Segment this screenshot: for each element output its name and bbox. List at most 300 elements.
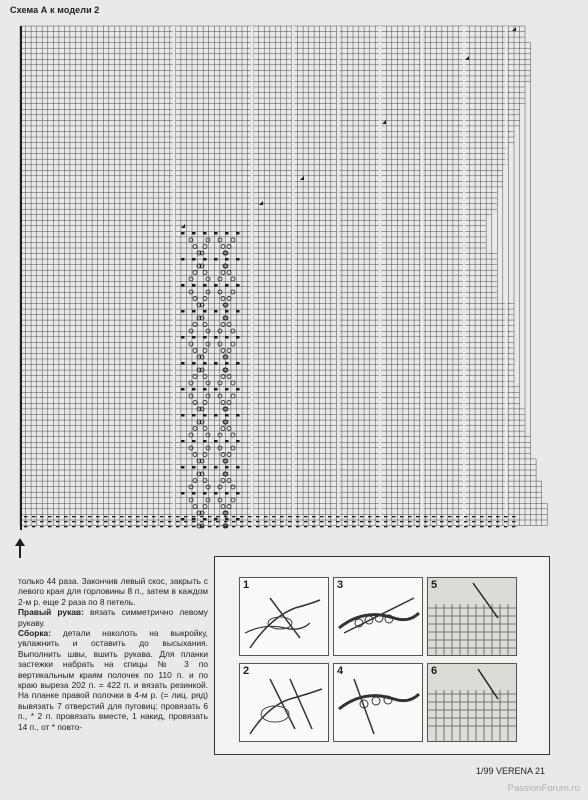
decrease-marker: [465, 56, 469, 60]
decrease-marker: [259, 201, 263, 205]
yarn-over-symbol: [227, 375, 231, 379]
yarn-over-symbol: [227, 427, 231, 431]
watermark: PassionForum.ru: [507, 783, 580, 794]
rib-symbol: [64, 526, 68, 527]
heading-right-sleeve: Правый рукав:: [18, 607, 84, 618]
rib-symbol: [216, 521, 220, 522]
stitch-symbol: [225, 492, 229, 495]
stitch-symbol: [181, 440, 185, 443]
rib-symbol: [176, 526, 180, 527]
rib-symbol: [88, 516, 92, 517]
stitch-symbol: [236, 466, 240, 469]
stitch-symbol: [214, 388, 218, 391]
stitch-symbol: [181, 310, 185, 313]
rib-symbol: [392, 526, 396, 527]
rib-symbol: [184, 521, 188, 522]
rib-symbol: [152, 521, 156, 522]
yarn-over-symbol: [189, 394, 193, 398]
rib-symbol: [232, 516, 236, 517]
stitch-symbol: [192, 284, 196, 287]
rib-symbol: [248, 526, 252, 527]
stitch-symbol: [236, 440, 240, 443]
rib-symbol: [392, 521, 396, 522]
rib-symbol: [32, 526, 36, 527]
rib-symbol: [224, 526, 228, 527]
rib-symbol: [424, 521, 428, 522]
rib-symbol: [368, 516, 372, 517]
rib-symbol: [408, 516, 412, 517]
paragraph-right-sleeve: Правый рукав: вязать симметрично левому рукаву.: [18, 607, 208, 628]
rib-symbol: [352, 521, 356, 522]
rib-symbol: [440, 526, 444, 527]
stitch-symbol: [214, 414, 218, 417]
rib-symbol: [488, 526, 492, 527]
stitch-symbol: [225, 414, 229, 417]
figure-step-6: [427, 663, 517, 742]
rib-symbol: [152, 516, 156, 517]
rib-symbol: [456, 516, 460, 517]
chart-left-edge: [20, 26, 22, 530]
rib-symbol: [104, 526, 108, 527]
stitch-symbol: [181, 414, 185, 417]
decrease-marker: [382, 120, 386, 124]
yarn-over-symbol: [206, 498, 210, 502]
fabric-illustration: [428, 664, 516, 741]
up-arrow-icon: [14, 538, 26, 558]
stitch-symbol: [192, 440, 196, 443]
rib-symbol: [136, 526, 140, 527]
yarn-over-symbol: [189, 381, 193, 385]
rib-symbol: [264, 526, 268, 527]
stitch-symbol: [214, 492, 218, 495]
stitch-symbol: [181, 518, 185, 521]
stitch-symbol: [225, 232, 229, 235]
stitch-symbol: [203, 492, 207, 495]
segment-gap: [379, 26, 381, 530]
chart-grid: [20, 26, 547, 526]
rib-symbol: [320, 521, 324, 522]
stitch-symbol: [192, 518, 196, 521]
stitch-symbol: [236, 388, 240, 391]
rib-symbol: [160, 516, 164, 517]
rib-symbol: [304, 526, 308, 527]
yarn-over-symbol: [227, 401, 231, 405]
rib-symbol: [512, 516, 516, 517]
yarn-over-symbol: [193, 349, 197, 353]
yarn-over-symbol: [203, 505, 207, 509]
yarn-over-symbol: [231, 485, 235, 489]
yarn-over-symbol: [221, 401, 225, 405]
stitch-symbol: [192, 258, 196, 261]
stitch-symbol: [181, 258, 185, 261]
rib-symbol: [448, 526, 452, 527]
rib-symbol: [296, 516, 300, 517]
yarn-over-symbol: [206, 485, 210, 489]
rib-symbol: [144, 526, 148, 527]
yarn-over-symbol: [189, 277, 193, 281]
yarn-over-symbol: [206, 329, 210, 333]
stitch-symbol: [192, 466, 196, 469]
stitch-symbol: [203, 336, 207, 339]
stitch-symbol: [181, 284, 185, 287]
rib-symbol: [304, 521, 308, 522]
rib-symbol: [376, 521, 380, 522]
stitches-illustration: [334, 664, 422, 741]
rib-symbol: [80, 516, 84, 517]
rib-symbol: [80, 521, 84, 522]
rib-symbol: [456, 526, 460, 527]
rib-symbol: [240, 521, 244, 522]
rib-symbol: [112, 526, 116, 527]
rib-symbol: [40, 516, 44, 517]
rib-symbol: [408, 526, 412, 527]
yarn-over-symbol: [189, 329, 193, 333]
rib-symbol: [496, 521, 500, 522]
stitch-symbol: [203, 258, 207, 261]
stitch-symbol: [225, 466, 229, 469]
yarn-over-symbol: [221, 505, 225, 509]
rib-symbol: [184, 516, 188, 517]
stitch-symbol: [214, 336, 218, 339]
fabric-illustration: [428, 578, 516, 655]
figure-step-2: [239, 663, 329, 742]
figure-number: 5: [431, 579, 438, 591]
rib-symbol: [280, 526, 284, 527]
stitch-symbol: [225, 362, 229, 365]
stitch-symbol: [214, 258, 218, 261]
rib-symbol: [400, 521, 404, 522]
rib-symbol: [376, 526, 380, 527]
rib-symbol: [192, 516, 196, 517]
rib-symbol: [432, 526, 436, 527]
rib-symbol: [432, 516, 436, 517]
rib-symbol: [272, 521, 276, 522]
stitch-symbol: [192, 232, 196, 235]
heading-assembly: Сборка:: [18, 628, 51, 639]
rib-symbol: [96, 516, 100, 517]
rib-symbol: [480, 521, 484, 522]
rib-symbol: [344, 521, 348, 522]
rib-symbol: [24, 526, 28, 527]
yarn-over-symbol: [231, 394, 235, 398]
yarn-over-symbol: [231, 433, 235, 437]
rib-symbol: [256, 516, 260, 517]
stitch-symbol: [203, 310, 207, 313]
rib-symbol: [328, 516, 332, 517]
rib-symbol: [488, 521, 492, 522]
rib-symbol: [384, 526, 388, 527]
stitch-symbol: [214, 518, 218, 521]
rib-symbol: [32, 521, 36, 522]
rib-symbol: [104, 516, 108, 517]
yarn-over-symbol: [227, 479, 231, 483]
rib-symbol: [24, 521, 28, 522]
rib-symbol: [176, 516, 180, 517]
rib-symbol: [504, 521, 508, 522]
rib-symbol: [200, 516, 204, 517]
rib-symbol: [296, 521, 300, 522]
rib-symbol: [48, 526, 52, 527]
yarn-over-symbol: [227, 505, 231, 509]
rib-symbol: [280, 521, 284, 522]
rib-symbol: [96, 526, 100, 527]
figure-number: 4: [337, 665, 344, 677]
rib-symbol: [288, 516, 292, 517]
rib-symbol: [344, 516, 348, 517]
rib-symbol: [336, 516, 340, 517]
rib-symbol: [512, 526, 516, 527]
yarn-over-symbol: [221, 349, 225, 353]
rib-symbol: [72, 516, 76, 517]
stitch-symbol: [203, 388, 207, 391]
stitch-symbol: [181, 492, 185, 495]
yarn-over-symbol: [221, 271, 225, 275]
stitch-symbol: [236, 258, 240, 261]
rib-symbol: [320, 526, 324, 527]
rib-symbol: [488, 516, 492, 517]
rib-symbol: [224, 516, 228, 517]
page-footer: 1/99 VERENA 21: [476, 766, 546, 776]
yarn-over-symbol: [221, 427, 225, 431]
rib-symbol: [336, 526, 340, 527]
yarn-over-symbol: [206, 381, 210, 385]
yarn-over-symbol: [221, 479, 225, 483]
rib-symbol: [56, 526, 60, 527]
rib-symbol: [440, 521, 444, 522]
rib-symbol: [360, 516, 364, 517]
yarn-over-symbol: [193, 297, 197, 301]
rib-symbol: [64, 521, 68, 522]
rib-symbol: [424, 526, 428, 527]
yarn-over-symbol: [193, 401, 197, 405]
rib-symbol: [496, 516, 500, 517]
rib-symbol: [240, 526, 244, 527]
rib-symbol: [400, 516, 404, 517]
rib-symbol: [248, 521, 252, 522]
rib-symbol: [136, 516, 140, 517]
rib-symbol: [368, 521, 372, 522]
rib-symbol: [120, 516, 124, 517]
rib-symbol: [472, 521, 476, 522]
yarn-over-symbol: [203, 375, 207, 379]
segment-gap: [251, 26, 253, 530]
stitch-symbol: [203, 284, 207, 287]
rib-symbol: [240, 516, 244, 517]
stitches-illustration: [334, 578, 422, 655]
rib-symbol: [192, 526, 196, 527]
rib-symbol: [320, 516, 324, 517]
rib-symbol: [480, 526, 484, 527]
yarn-over-symbol: [189, 433, 193, 437]
stitch-symbol: [192, 336, 196, 339]
stitch-symbol: [225, 388, 229, 391]
stitch-symbol: [203, 518, 207, 521]
rib-symbol: [328, 521, 332, 522]
rib-symbol: [192, 521, 196, 522]
rib-symbol: [96, 521, 100, 522]
stitch-symbol: [236, 232, 240, 235]
rib-symbol: [64, 516, 68, 517]
rib-symbol: [296, 526, 300, 527]
stitch-symbol: [192, 362, 196, 365]
rib-symbol: [224, 521, 228, 522]
figure-number: 3: [337, 579, 344, 591]
paragraph-neckline: только 44 раза. Закончив левый скос, закрыть с левого края для горловины 8 п., затем в каждом 2-м р. еще 2 раза по 8 петель.: [18, 576, 208, 607]
rib-symbol: [128, 521, 132, 522]
rib-symbol: [272, 516, 276, 517]
stitch-symbol: [236, 518, 240, 521]
rib-symbol: [264, 521, 268, 522]
rib-symbol: [40, 526, 44, 527]
rib-symbol: [208, 526, 212, 527]
stitch-symbol: [236, 284, 240, 287]
rib-symbol: [256, 526, 260, 527]
rib-symbol: [288, 521, 292, 522]
stitch-symbol: [203, 362, 207, 365]
rib-symbol: [120, 521, 124, 522]
rib-symbol: [416, 516, 420, 517]
rib-symbol: [48, 516, 52, 517]
rib-symbol: [216, 516, 220, 517]
paragraph-assembly: Сборка: детали наколоть на выкройку, увлажнить и оставить до высыхания. Выполнить швы, вшить рукава. Для планки застежки набрать на спицы № 3 по вертикальным краям полочек по 110 п. и по краю выреза 202 п. = 422 п. и вязать резинкой. На планке правой полочки в 4-м р. (= лиц. ряд) вывязать 7 отверстий для пуговиц: провязать 6 п., * 2 п. провязать вместе, 1 накид, провязать 14 п., от * повто-: [18, 628, 208, 732]
decrease-marker: [300, 176, 304, 180]
rib-symbol: [80, 526, 84, 527]
yarn-over-symbol: [231, 290, 235, 294]
segment-gap: [463, 26, 465, 530]
rib-symbol: [48, 521, 52, 522]
yarn-over-symbol: [231, 381, 235, 385]
segment-gap: [421, 26, 423, 530]
rib-symbol: [384, 521, 388, 522]
rib-symbol: [72, 526, 76, 527]
yarn-over-symbol: [206, 342, 210, 346]
instructions-text: [18, 576, 208, 732]
figure-number: 1: [243, 579, 250, 591]
rib-symbol: [128, 526, 132, 527]
stitch-symbol: [236, 414, 240, 417]
rib-symbol: [168, 516, 172, 517]
stitch-symbol: [181, 232, 185, 235]
rib-symbol: [288, 526, 292, 527]
rib-symbol: [376, 516, 380, 517]
yarn-over-symbol: [227, 349, 231, 353]
yarn-over-symbol: [189, 238, 193, 242]
yarn-over-symbol: [189, 342, 193, 346]
rib-symbol: [160, 526, 164, 527]
rib-symbol: [112, 521, 116, 522]
yarn-over-symbol: [193, 479, 197, 483]
rib-symbol: [24, 516, 28, 517]
rib-symbol: [464, 526, 468, 527]
stitch-symbol: [225, 258, 229, 261]
rib-symbol: [360, 526, 364, 527]
yarn-over-symbol: [189, 485, 193, 489]
figure-number: 2: [243, 665, 250, 677]
rib-symbol: [136, 521, 140, 522]
yarn-over-symbol: [231, 342, 235, 346]
stitch-symbol: [214, 466, 218, 469]
segment-gap: [337, 26, 339, 530]
stitch-symbol: [181, 362, 185, 365]
rib-symbol: [168, 526, 172, 527]
yarn-over-symbol: [193, 375, 197, 379]
rib-symbol: [232, 521, 236, 522]
rib-symbol: [504, 526, 508, 527]
rib-symbol: [112, 516, 116, 517]
rib-symbol: [456, 521, 460, 522]
figure-step-4: [333, 663, 423, 742]
stitch-symbol: [181, 388, 185, 391]
rib-symbol: [312, 521, 316, 522]
rib-symbol: [208, 516, 212, 517]
stitch-symbol: [192, 492, 196, 495]
rib-symbol: [144, 516, 148, 517]
figure-step-1: [239, 577, 329, 656]
rib-symbol: [384, 516, 388, 517]
stitch-symbol: [203, 440, 207, 443]
stitch-symbol: [236, 310, 240, 313]
hand-knitting-illustration: [240, 664, 328, 741]
stitch-symbol: [192, 388, 196, 391]
rib-symbol: [88, 526, 92, 527]
rib-symbol: [208, 521, 212, 522]
yarn-over-symbol: [203, 427, 207, 431]
rib-symbol: [272, 526, 276, 527]
rib-symbol: [472, 526, 476, 527]
yarn-over-symbol: [203, 349, 207, 353]
rib-symbol: [304, 516, 308, 517]
stitch-symbol: [203, 414, 207, 417]
rib-symbol: [504, 516, 508, 517]
rib-symbol: [168, 521, 172, 522]
rib-symbol: [360, 521, 364, 522]
yarn-over-symbol: [203, 401, 207, 405]
yarn-over-symbol: [231, 329, 235, 333]
stitch-symbol: [214, 362, 218, 365]
rib-symbol: [40, 521, 44, 522]
instruction-figures: [214, 556, 550, 755]
stitch-symbol: [181, 466, 185, 469]
yarn-over-symbol: [203, 479, 207, 483]
stitch-symbol: [225, 284, 229, 287]
yarn-over-symbol: [193, 505, 197, 509]
stitch-symbol: [214, 284, 218, 287]
yarn-over-symbol: [206, 433, 210, 437]
stitch-symbol: [214, 232, 218, 235]
segment-gap: [505, 26, 507, 530]
rib-symbol: [368, 526, 372, 527]
rib-symbol: [512, 521, 516, 522]
segment-gap: [292, 26, 294, 530]
rib-symbol: [104, 521, 108, 522]
yarn-over-symbol: [206, 394, 210, 398]
rib-symbol: [448, 521, 452, 522]
rib-symbol: [32, 516, 36, 517]
stitch-symbol: [203, 466, 207, 469]
rib-symbol: [352, 526, 356, 527]
yarn-over-symbol: [231, 498, 235, 502]
rib-symbol: [344, 526, 348, 527]
chart-title: Схема А к модели 2: [10, 5, 100, 15]
stitch-symbol: [214, 440, 218, 443]
rib-symbol: [328, 526, 332, 527]
rib-symbol: [120, 526, 124, 527]
figure-number: 6: [431, 665, 438, 677]
rib-symbol: [480, 516, 484, 517]
rib-symbol: [256, 521, 260, 522]
rib-symbol: [464, 521, 468, 522]
rib-symbol: [416, 526, 420, 527]
